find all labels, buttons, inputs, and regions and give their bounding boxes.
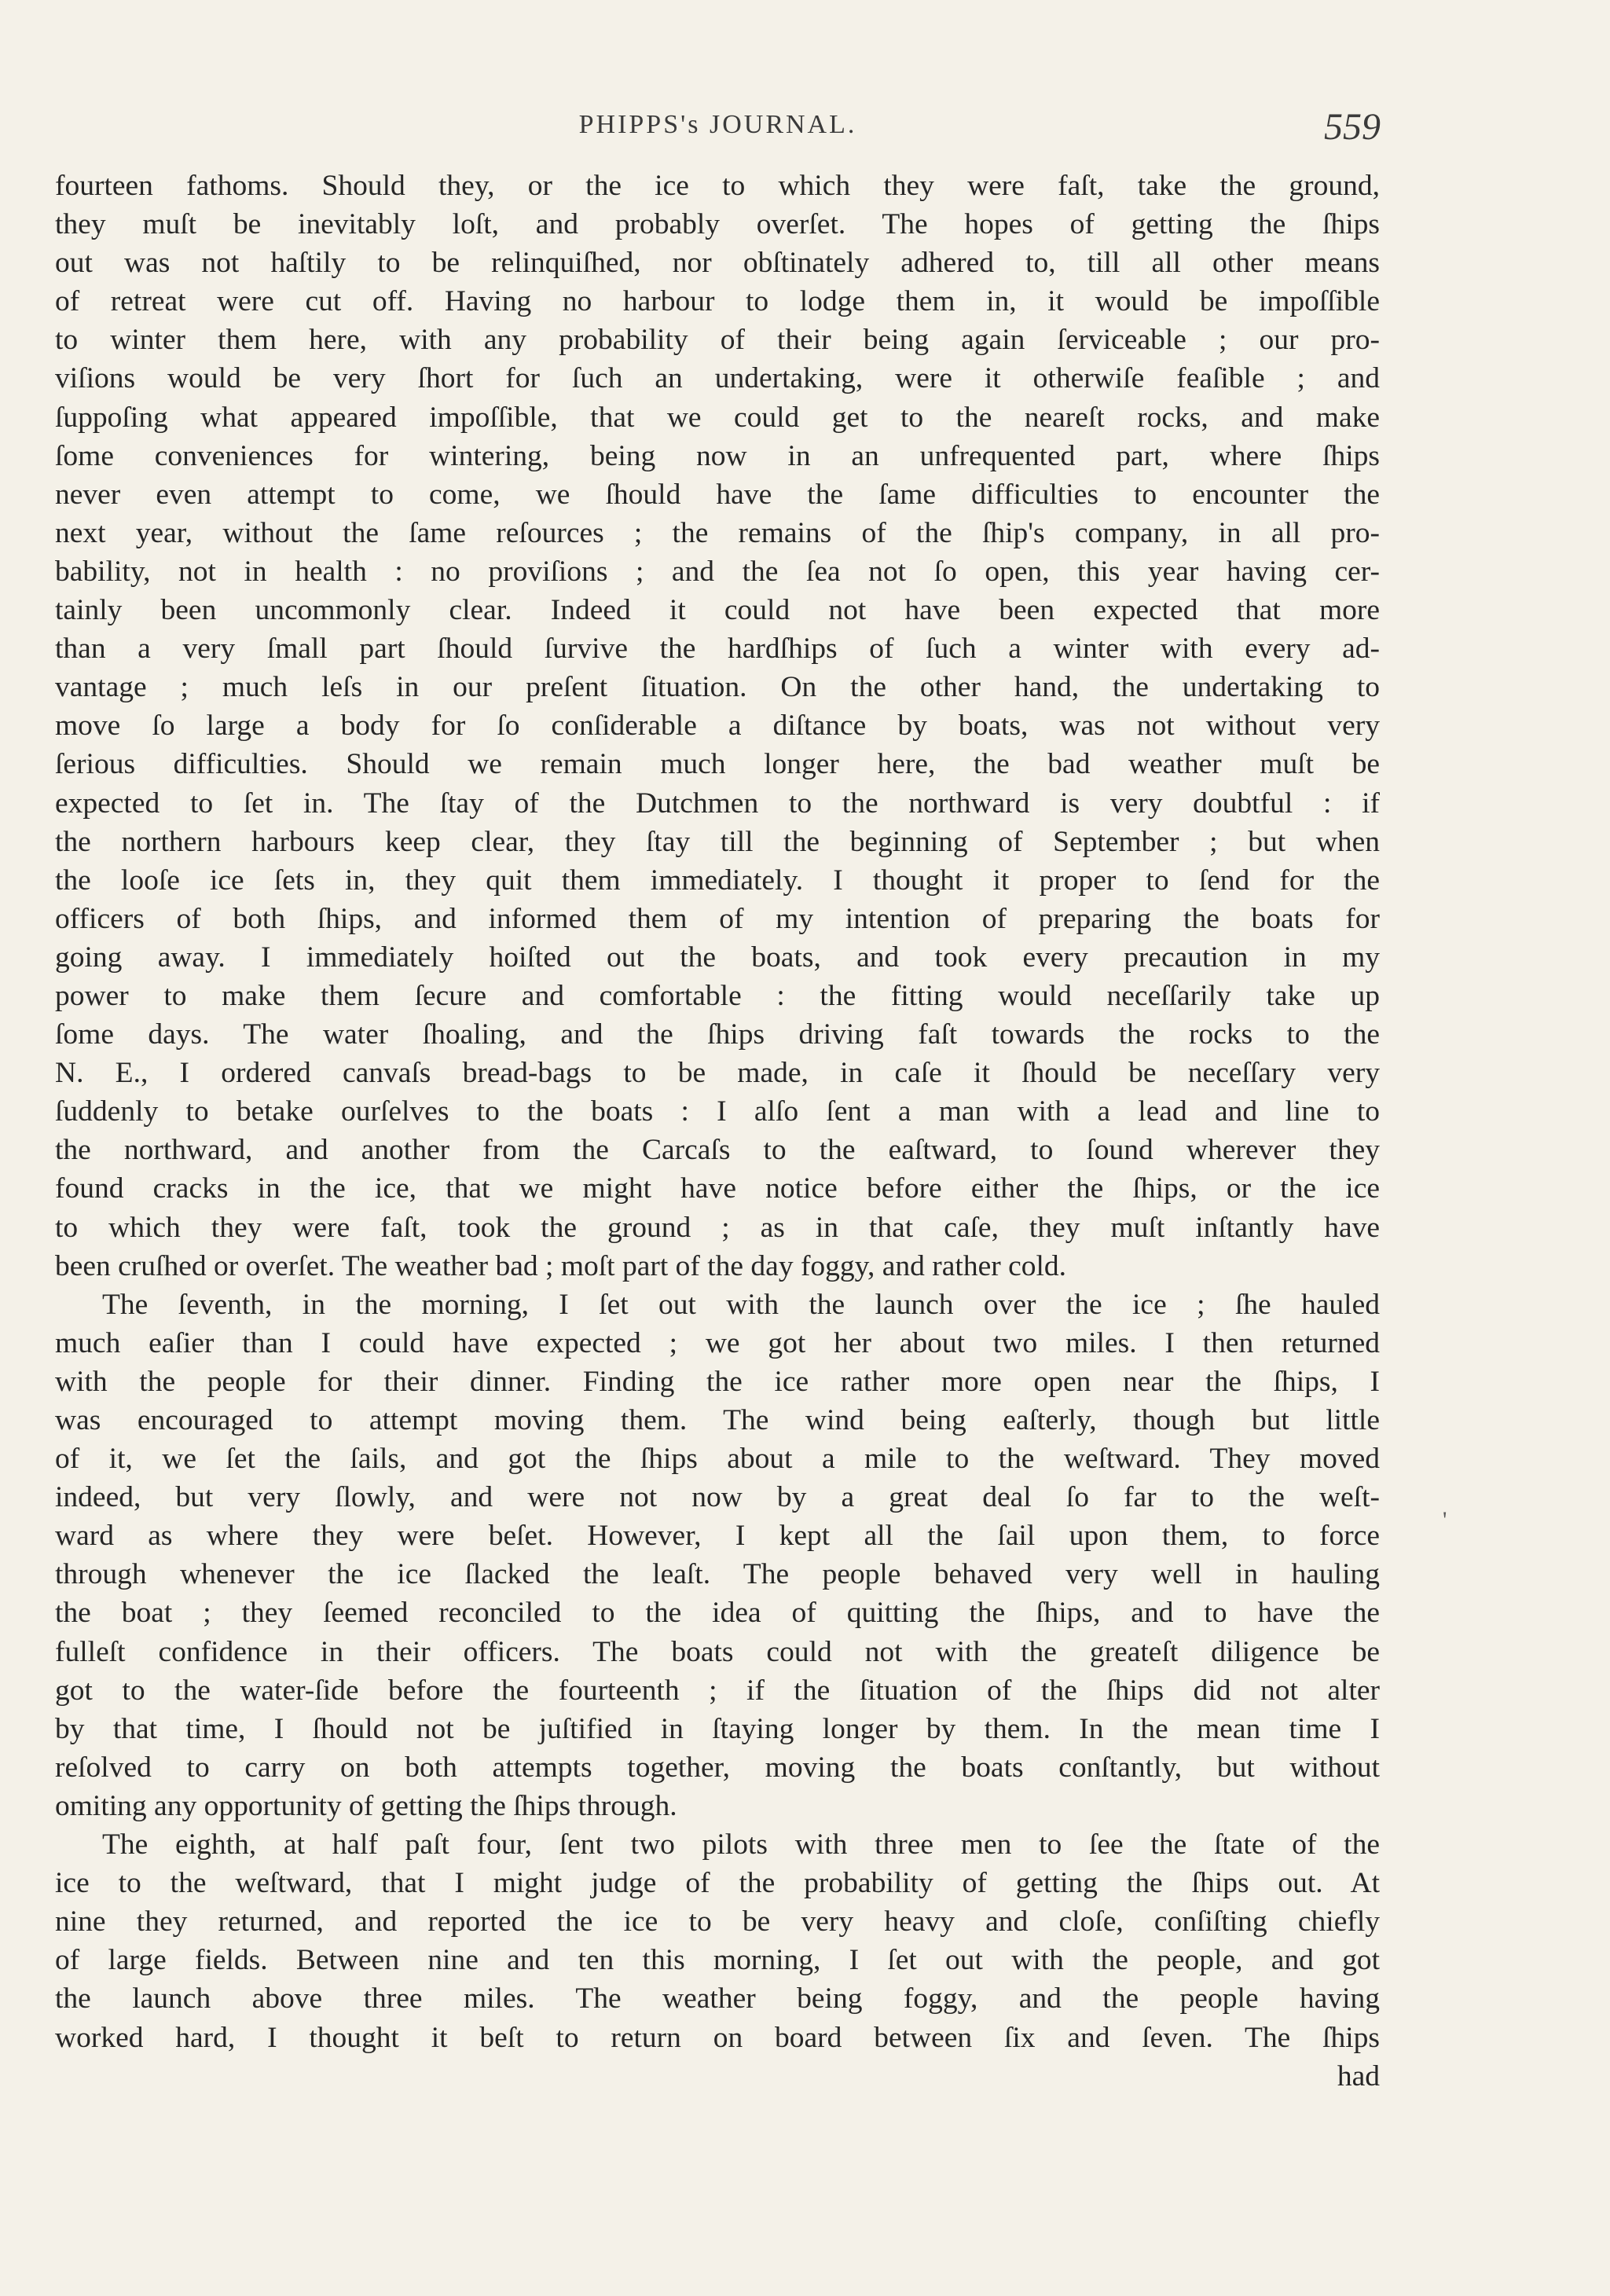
text-line: got to the water-ſide before the fourteenth ; if the ſituation of the ſhips did not alter: [55, 1674, 1380, 1707]
text-line: to winter them here, with any probability of their being again ſerviceable ; our pro-: [55, 324, 1380, 357]
text-line: vantage ; much leſs in our preſent ſituation. On the other hand, the undertaking to: [55, 671, 1380, 704]
text-line: viſions would be very ſhort for ſuch an undertaking, were it otherwiſe feaſible ; and: [55, 362, 1380, 395]
running-head: [55, 106, 1381, 157]
catchword: had: [1337, 2059, 1380, 2092]
text-line: found cracks in the ice, that we might have notice before either the ſhips, or the ice: [55, 1172, 1380, 1205]
text-line: indeed, but very ſlowly, and were not now by a great deal ſo far to the weſt-: [55, 1481, 1380, 1514]
text-line: move ſo large a body for ſo conſiderable a diſtance by boats, was not without very: [55, 710, 1380, 743]
text-line: through whenever the ice ſlacked the leaſt. The people behaved very well in hauling: [55, 1558, 1380, 1591]
text-line: was encouraged to attempt moving them. The wind being eaſterly, though but little: [55, 1404, 1380, 1436]
text-line: fulleſt confidence in their officers. The boats could not with the greateſt diligence be: [55, 1635, 1380, 1668]
text-line: than a very ſmall part ſhould ſurvive the hardſhips of ſuch a winter with every ad-: [55, 633, 1380, 666]
text-line: much eaſier than I could have expected ; we got her about two miles. I then returned: [55, 1326, 1380, 1359]
text-line: the northern harbours keep clear, they ſtay till the beginning of September ; but when: [55, 825, 1380, 858]
text-line: ward as where they were beſet. However, I kept all the ſail upon them, to force: [55, 1520, 1380, 1553]
text-line: omiting any opportunity of getting the ſhips through.: [55, 1789, 677, 1822]
paragraph-start-line: The eighth, at half paſt four, ſent two pilots with three men to ſee the ſtate of the: [102, 1828, 1380, 1861]
text-line: the northward, and another from the Carcaſs to the eaſtward, to ſound wherever they: [55, 1134, 1380, 1167]
paragraph-start-line: The ſeventh, in the morning, I ſet out with the launch over the ice ; ſhe hauled: [102, 1288, 1380, 1321]
text-line: fourteen fathoms. Should they, or the ice to which they were faſt, take the ground,: [55, 170, 1380, 202]
text-line: expected to ſet in. The ſtay of the Dutchmen to the northward is very doubtful : if: [55, 787, 1380, 820]
text-line: worked hard, I thought it beſt to return on board between ſix and ſeven. The ſhips: [55, 2021, 1380, 2054]
text-line: ice to the weſtward, that I might judge of the probability of getting the ſhips out. At: [55, 1867, 1380, 1900]
text-line: tainly been uncommonly clear. Indeed it could not have been expected that more: [55, 594, 1380, 627]
body-text: [55, 167, 1380, 2096]
margin-mark: ': [1443, 1507, 1447, 1533]
text-line: been cruſhed or overſet. The weather bad ; moſt part of the day foggy, and rather cold.: [55, 1249, 1067, 1282]
text-line: never even attempt to come, we ſhould have the ſame difficulties to encounter the: [55, 478, 1380, 511]
text-line: to which they were faſt, took the ground ; as in that caſe, they muſt inſtantly have: [55, 1211, 1380, 1244]
text-line: reſolved to carry on both attempts together, moving the boats conſtantly, but without: [55, 1751, 1380, 1784]
text-line: by that time, I ſhould not be juſtified in ſtaying longer by them. In the mean time I: [55, 1712, 1380, 1745]
text-line: the launch above three miles. The weather being foggy, and the people having: [55, 1982, 1380, 2015]
text-line: ſuppoſing what appeared impoſſible, that we could get to the neareſt rocks, and make: [55, 401, 1380, 434]
text-line: the looſe ice ſets in, they quit them immediately. I thought it proper to ſend for the: [55, 864, 1380, 897]
text-line: ſome conveniences for wintering, being now in an unfrequented part, where ſhips: [55, 439, 1380, 472]
text-line: nine they returned, and reported the ice to be very heavy and cloſe, conſiſting chiefly: [55, 1905, 1380, 1938]
text-line: out was not haſtily to be relinquiſhed, nor obſtinately adhered to, till all other means: [55, 247, 1380, 280]
text-line: of it, we ſet the ſails, and got the ſhips about a mile to the weſtward. They moved: [55, 1443, 1380, 1476]
text-line: ſome days. The water ſhoaling, and the ſhips driving faſt towards the rocks to the: [55, 1018, 1380, 1051]
text-line: bability, not in health : no proviſions ; and the ſea not ſo open, this year having cer-: [55, 555, 1380, 588]
text-line: next year, without the ſame reſources ; the remains of the ſhip's company, in all pro-: [55, 516, 1380, 549]
text-line: of large fields. Between nine and ten this morning, I ſet out with the people, and got: [55, 1944, 1380, 1977]
text-line: the boat ; they ſeemed reconciled to the idea of quitting the ſhips, and to have the: [55, 1597, 1380, 1630]
text-line: of retreat were cut off. Having no harbour to lodge them in, it would be impoſſible: [55, 285, 1380, 318]
running-title: PHIPPS's JOURNAL.: [578, 110, 857, 139]
text-line: with the people for their dinner. Finding the ice rather more open near the ſhips, I: [55, 1365, 1380, 1398]
text-line: officers of both ſhips, and informed them of my intention of preparing the boats for: [55, 902, 1380, 935]
text-line: ſuddenly to betake ourſelves to the boats : I alſo ſent a man with a lead and line to: [55, 1095, 1380, 1128]
text-line: going away. I immediately hoiſted out the boats, and took every precaution in my: [55, 941, 1380, 974]
text-line: N. E., I ordered canvaſs bread-bags to be made, in caſe it ſhould be neceſſary very: [55, 1057, 1380, 1090]
text-line: they muſt be inevitably loſt, and probably overſet. The hopes of getting the ſhips: [55, 208, 1380, 241]
page-number: 559: [1324, 106, 1381, 148]
text-line: ſerious difficulties. Should we remain much longer here, the bad weather muſt be: [55, 748, 1380, 781]
text-line: power to make them ſecure and comfortable : the fitting would neceſſarily take up: [55, 979, 1380, 1012]
